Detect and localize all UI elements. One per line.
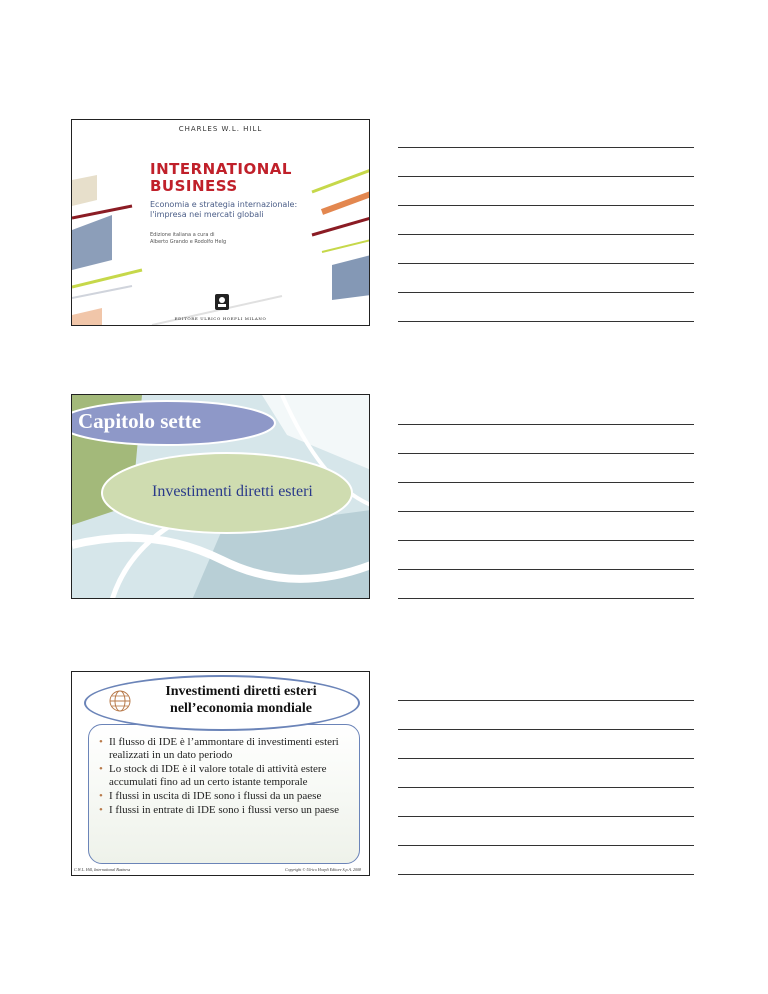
note-line xyxy=(398,569,694,570)
cover-subtitle-line2: l'impresa nei mercati globali xyxy=(150,210,264,219)
note-line xyxy=(398,147,694,148)
note-line xyxy=(398,729,694,730)
note-line xyxy=(398,874,694,875)
chapter-heading: Capitolo sette xyxy=(78,409,202,433)
note-line xyxy=(398,263,694,264)
note-line xyxy=(398,321,694,322)
note-line xyxy=(398,758,694,759)
note-line xyxy=(398,845,694,846)
content-title-line2: nell’economia mondiale xyxy=(170,701,312,716)
note-line xyxy=(398,205,694,206)
cover-title-line2: BUSINESS xyxy=(150,177,238,195)
emblem-icon xyxy=(215,294,229,310)
note-line xyxy=(398,234,694,235)
cover-edition-line2: Alberto Grando e Rodolfo Helg xyxy=(150,239,227,245)
list-item: • I flussi in entrate di IDE sono i flussi verso un paese xyxy=(99,804,349,817)
note-line xyxy=(398,540,694,541)
note-line xyxy=(398,700,694,701)
note-line xyxy=(398,511,694,512)
cover-title-line1: INTERNATIONAL xyxy=(150,160,292,178)
globe-icon xyxy=(108,689,132,713)
list-item: • Lo stock di IDE è il valore totale di attività estere accumulati fino ad un certo istante temporale xyxy=(99,763,349,789)
note-line xyxy=(398,482,694,483)
footer-left: C.W.L. Hill, International Business xyxy=(74,867,131,872)
slide-cover xyxy=(71,119,370,326)
slide-chapter xyxy=(71,394,370,599)
note-line xyxy=(398,816,694,817)
publisher-logo xyxy=(215,294,229,310)
note-line xyxy=(398,176,694,177)
footer-right: Copyright © Ulrico Hoepli Editore S.p.A. 2008 xyxy=(285,867,361,872)
cover-subtitle-line1: Economia e strategia internazionale: xyxy=(150,200,298,209)
note-line xyxy=(398,292,694,293)
list-item: • I flussi in uscita di IDE sono i flussi da un paese xyxy=(99,790,349,803)
note-line xyxy=(398,787,694,788)
chapter-topic: Investimenti diretti esteri xyxy=(152,483,313,500)
note-line xyxy=(398,453,694,454)
cover-publisher: EDITORE ULRICO HOEPLI MILANO xyxy=(174,316,267,321)
note-line xyxy=(398,424,694,425)
cover-author: CHARLES W.L. HILL xyxy=(178,125,263,133)
cover-edition-line1: Edizione italiana a cura di xyxy=(150,232,215,238)
note-line xyxy=(398,598,694,599)
slide-content xyxy=(71,671,370,876)
list-item: • Il flusso di IDE è l’ammontare di investimenti esteri realizzati in un dato periodo xyxy=(99,736,349,762)
bullet-list xyxy=(99,736,349,818)
content-title-line1: Investimenti diretti esteri xyxy=(165,684,317,699)
